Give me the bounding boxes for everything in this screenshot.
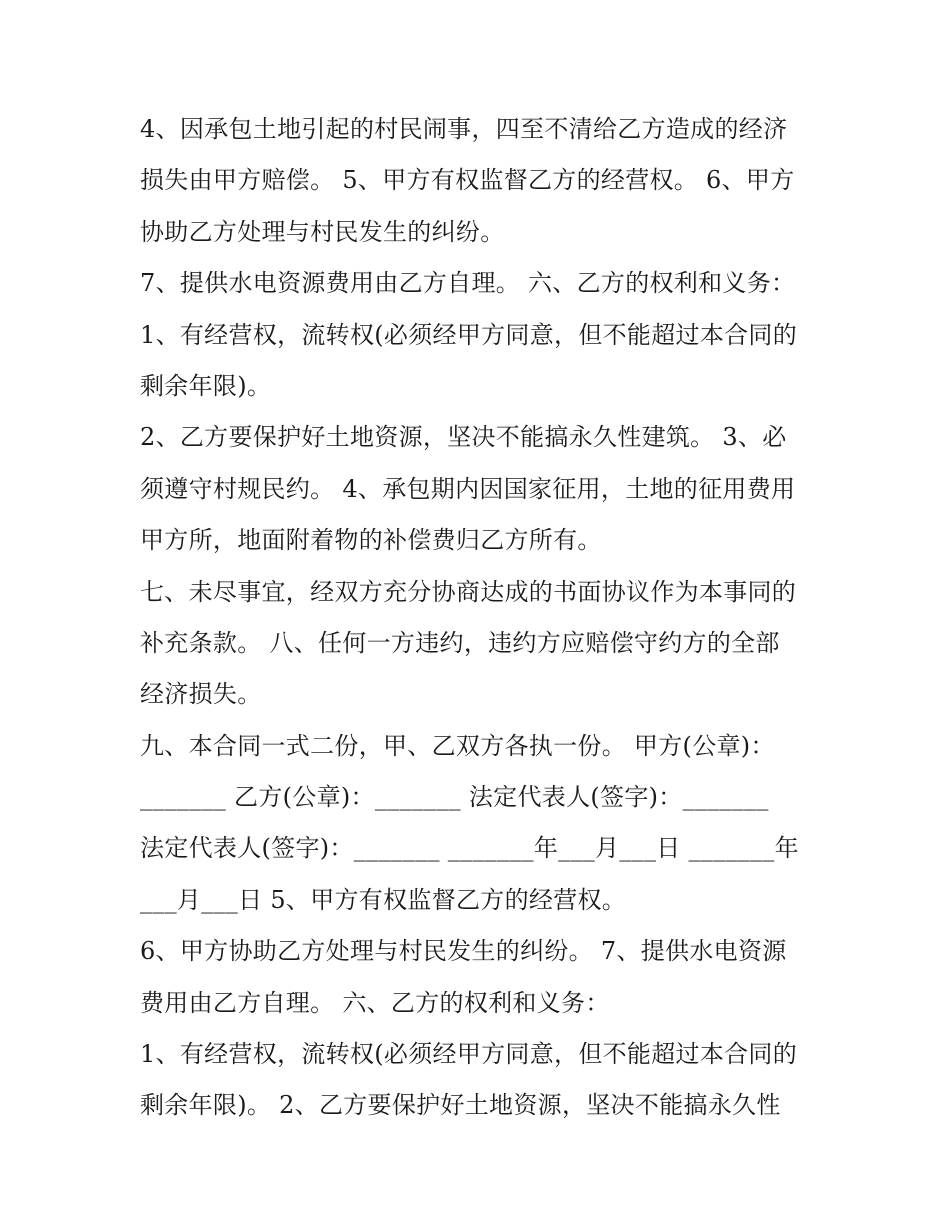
text-line: 协助乙方处理与村民发生的纠纷。 — [140, 217, 505, 246]
text-line: 1、有经营权，流转权(必须经甲方同意，但不能超过本合同的 — [140, 320, 798, 349]
text-line: 7、提供水电资源费用由乙方自理。 六、乙方的权利和义务： — [140, 269, 796, 298]
text-line: 九、本合同一式二份，甲、乙双方各执一份。 甲方(公章)： — [140, 731, 775, 760]
text-line: 2、乙方要保护好土地资源，坚决不能搞永久性建筑。 3、必 — [140, 423, 787, 452]
text-line: 4、因承包土地引起的村民闹事，四至不清给乙方造成的经济 — [140, 115, 788, 143]
text-line: 费用由乙方自理。 六、乙方的权利和义务： — [140, 988, 610, 1017]
text-line: 剩余年限)。 2、乙方要保护好土地资源，坚决不能搞永久性 — [140, 1091, 781, 1120]
text-line: 6、甲方协助乙方处理与村民发生的纠纷。 7、提供水电资源 — [140, 937, 787, 966]
text-line: 经济损失。 — [140, 680, 262, 709]
text-line: _______ 乙方(公章)：_______ 法定代表人(签字)：_______ — [140, 783, 769, 812]
text-line: 补充条款。 八、任何一方违约，违约方应赔偿守约方的全部 — [140, 628, 780, 657]
text-line: 法定代表人(签字)：_______ _______年___月___日 _______年 — [140, 834, 799, 863]
text-line: 须遵守村规民约。 4、承包期内因国家征用，土地的征用费用 — [140, 474, 796, 503]
document-body — [140, 104, 830, 1132]
text-line: 剩余年限)。 — [140, 371, 272, 400]
text-line: 损失由甲方赔偿。 5、甲方有权监督乙方的经营权。 6、甲方 — [140, 166, 795, 195]
text-line: 甲方所，地面附着物的补偿费归乙方所有。 — [140, 526, 602, 555]
text-line: 七、未尽事宜，经双方充分协商达成的书面协议作为本事同的 — [140, 577, 797, 606]
text-line: ___月___日 5、甲方有权监督乙方的经营权。 — [140, 885, 627, 914]
text-line: 1、有经营权，流转权(必须经甲方同意，但不能超过本合同的 — [140, 1040, 798, 1069]
